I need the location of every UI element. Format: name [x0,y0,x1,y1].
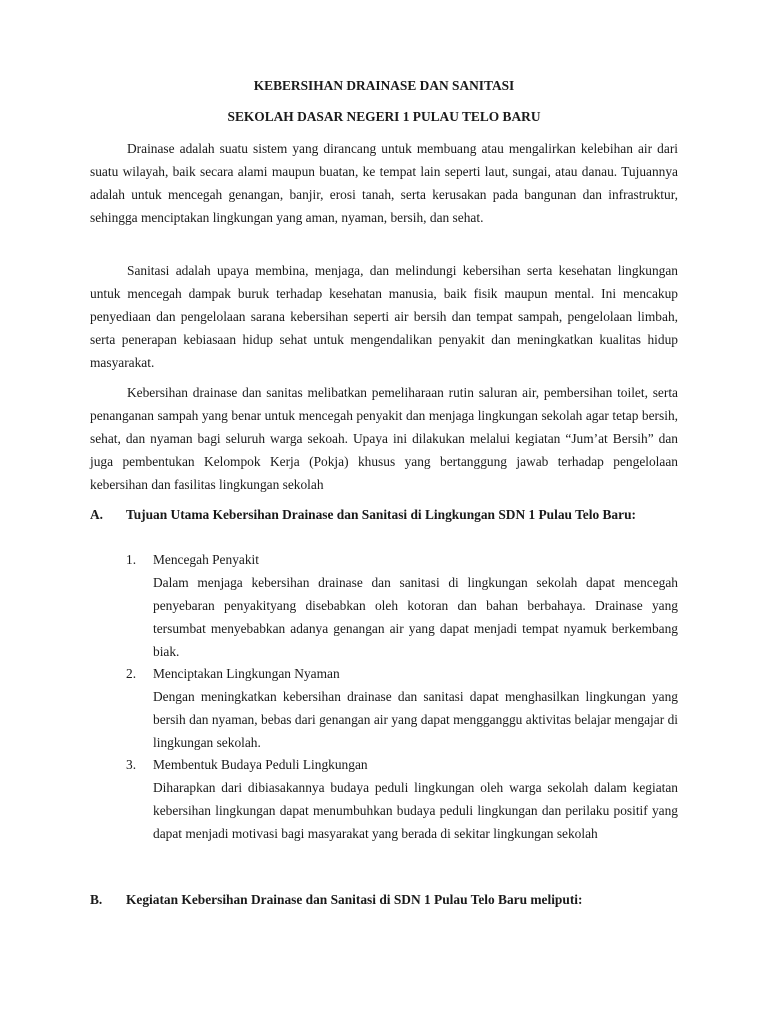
list-item-title: Menciptakan Lingkungan Nyaman [153,666,340,681]
section-b-marker: B. [90,892,103,907]
section-a-marker: A. [90,507,104,522]
section-b-heading: Kegiatan Kebersihan Drainase dan Sanitasi di SDN 1 Pulau Telo Baru meliputi: [126,892,583,907]
list-item-title: Membentuk Budaya Peduli Lingkungan [153,757,368,772]
document-subtitle: SEKOLAH DASAR NEGERI 1 PULAU TELO BARU [227,109,541,124]
paragraph-drainase: Drainase adalah suatu sistem yang dirancang untuk membuang atau mengalirkan kelebihan air dari suatu wilayah, baik secara alami maupun buatan, ke tempat lain seperti laut, sungai, atau danau. Tujuannya adalah untuk mencegah genangan, banjir, erosi tanah, serta kerusakan pada bangunan dan infrastruktur, sehingga menciptakan lingkungan yang aman, nyaman, bersih, dan sehat. [90,141,678,225]
list-item-description: Diharapkan dari dibiasakannya budaya peduli lingkungan oleh warga sekolah dalam kegiatan kebersihan lingkungan dapat menumbuhkan budaya peduli lingkungan dan perilaku positif yang dapat menjadi motivasi bagi masyarakat yang berada di sekitar lingkungan sekolah [153,780,678,841]
list-item-number: 2. [126,666,137,681]
list-item-title: Mencegah Penyakit [153,552,259,567]
document-title: KEBERSIHAN DRAINASE DAN SANITASI [253,78,515,93]
list-item-number: 3. [126,757,137,772]
list-item-description: Dengan meningkatkan kebersihan drainase dan sanitasi dapat menghasilkan lingkungan yang bersih dan nyaman, bebas dari genangan air yang dapat mengganggu aktivitas belajar mengajar di lingkungan sekolah. [153,689,678,750]
list-item-description: Dalam menjaga kebersihan drainase dan sanitasi di lingkungan sekolah dapat mencegah penyebaran penyakityang disebabkan oleh kotoran dan bahan berbahaya. Drainase yang tersumbat menyebabkan adanya genangan air yang dapat menjadi tempat nyamuk berkembang biak. [153,575,678,659]
paragraph-sanitasi: Sanitasi adalah upaya membina, menjaga, dan melindungi kebersihan serta kesehatan lingkungan untuk mencegah dampak buruk terhadap kesehatan manusia, baik fisik maupun mental. Ini mencakup penyediaan dan pengelolaan sarana kebersihan seperti air bersih dan tempat sampah, pengelolaan limbah, serta penerapan kebiasaan hidup sehat untuk mengendalikan penyakit dan meningkatkan kualitas hidup masyarakat. [90,263,678,370]
paragraph-kebersihan: Kebersihan drainase dan sanitas melibatkan pemeliharaan rutin saluran air, pembersihan toilet, serta penanganan sampah yang benar untuk mencegah penyakit dan menjaga lingkungan sekolah agar tetap bersih, sehat, dan nyaman bagi seluruh warga sekoah. Upaya ini dilakukan melalui kegiatan “Jum’at Bersih” dan juga pembentukan Kelompok Kerja (Pokja) khusus yang bertanggung jawab terhadap pengelolaan kebersihan dan fasilitas lingkungan sekolah [90,385,678,492]
section-a-heading: Tujuan Utama Kebersihan Drainase dan Sanitasi di Lingkungan SDN 1 Pulau Telo Baru: [126,507,636,522]
list-item-number: 1. [126,552,137,567]
